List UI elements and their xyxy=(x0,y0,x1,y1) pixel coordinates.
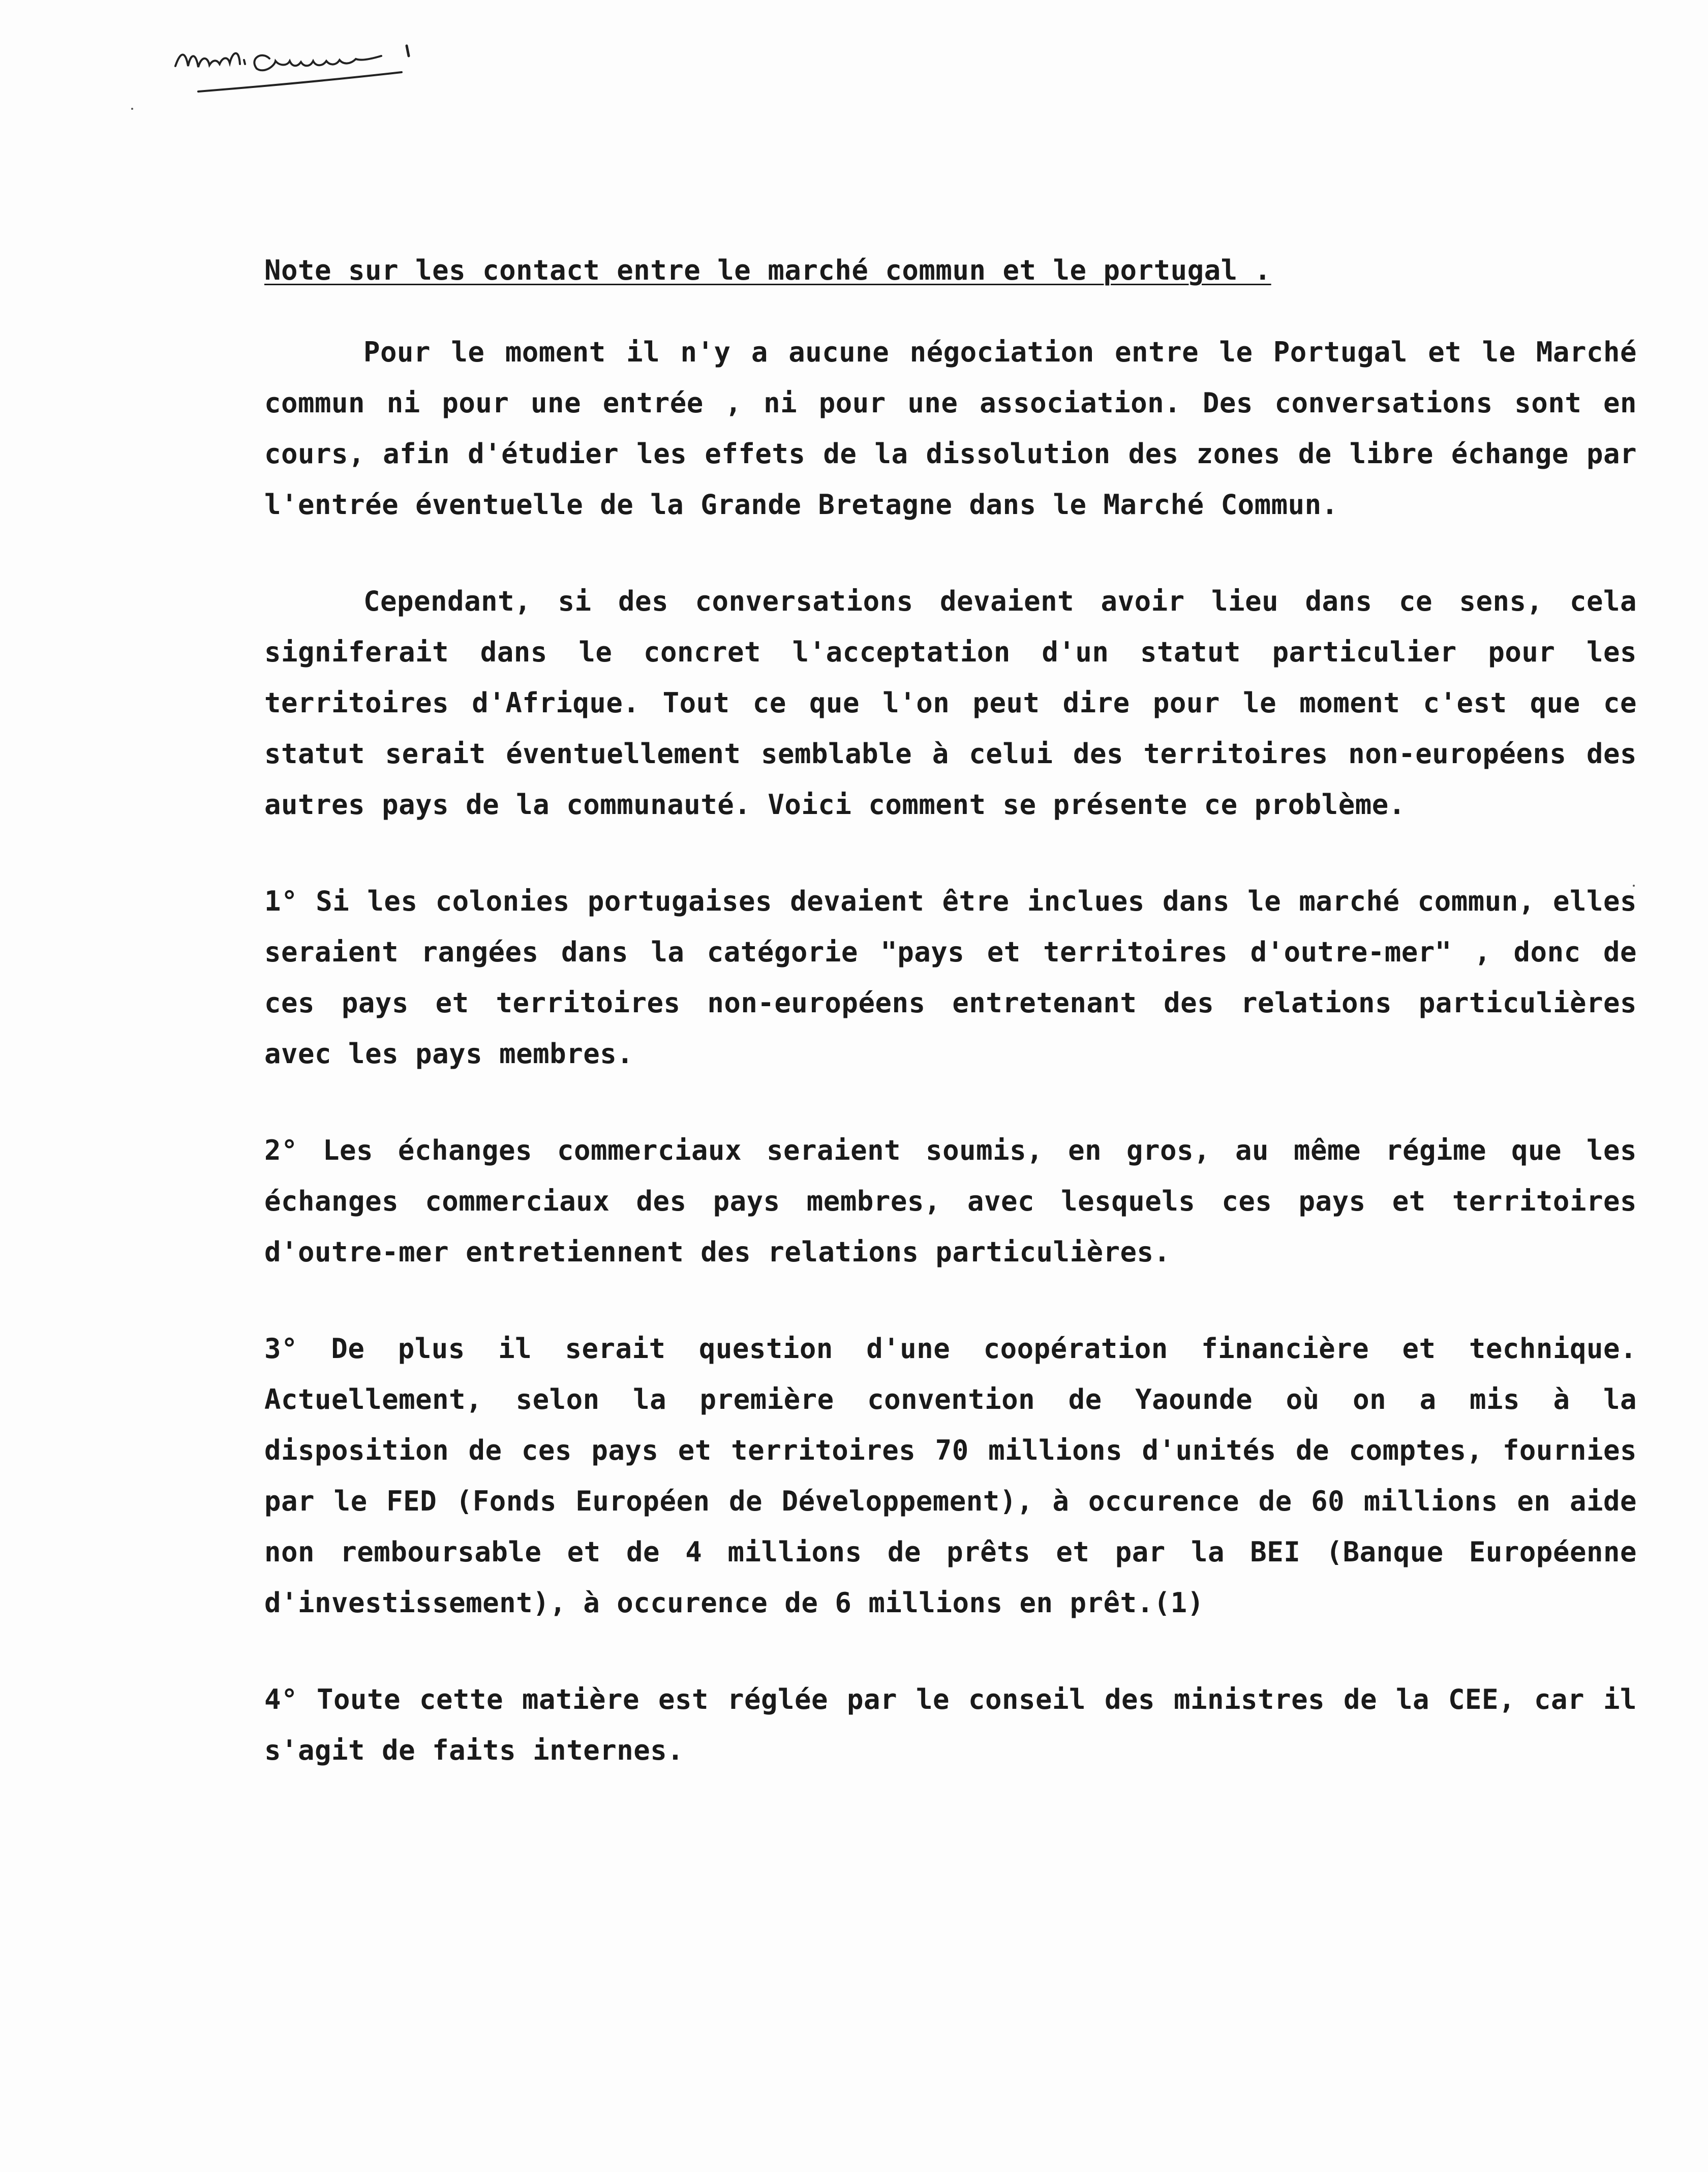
handwritten-annotation xyxy=(168,31,473,107)
document-title: Note sur les contact entre le marché commun et le portugal . xyxy=(264,254,1271,286)
scan-speck xyxy=(131,108,133,110)
paragraph-cependant: Cependant, si des conversations devaient avoir lieu dans ce sens, cela signiferait dans le concret l'acceptation d'un statut particulier pour les territoires d'Afrique. Tout ce que l'on peut dire pour le moment c'est que ce statut serait éventuellement semblable à celui des territoires non-européens des autres pays de la communauté. Voici comment se présente ce problème. xyxy=(264,585,1637,821)
point-3: 3° De plus il serait question d'une coopération financière et technique. Actuellement, selon la première convention de Yaounde où on a mis à la disposition de ces pays et territoires 70 millions d'unités de comptes, fournies par le FED (Fonds Européen de Développement), à occurence de 60 millions en aide non remboursable et de 4 millions de prêts et par la BEI (Banque Européenne d'investissement), à occurence de 6 millions en prêt.(1) xyxy=(264,1333,1637,1619)
point-1: 1° Si les colonies portugaises devaient être inclues dans le marché commun, elles seraient rangées dans la catégorie "pays et territoires d'outre-mer" , donc de ces pays et territoires non-européens entretenant des relations particulières avec les pays membres. xyxy=(264,885,1637,1070)
paragraph-intro: Pour le moment il n'y a aucune négociation entre le Portugal et le Marché commun ni pour une entrée , ni pour une association. Des conversations sont en cours, afin d'étudier les effets de la dissolution des zones de libre échange par l'entrée éventuelle de la Grande Bretagne dans le Marché Commun. xyxy=(264,336,1637,521)
document-body xyxy=(264,254,1637,1776)
point-2: 2° Les échanges commerciaux seraient soumis, en gros, au même régime que les échanges commerciaux des pays membres, avec lesquels ces pays et territoires d'outre-mer entretiennent des relations particulières. xyxy=(264,1134,1637,1268)
point-4: 4° Toute cette matière est réglée par le conseil des ministres de la CEE, car il s'agit de faits internes. xyxy=(264,1683,1637,1766)
